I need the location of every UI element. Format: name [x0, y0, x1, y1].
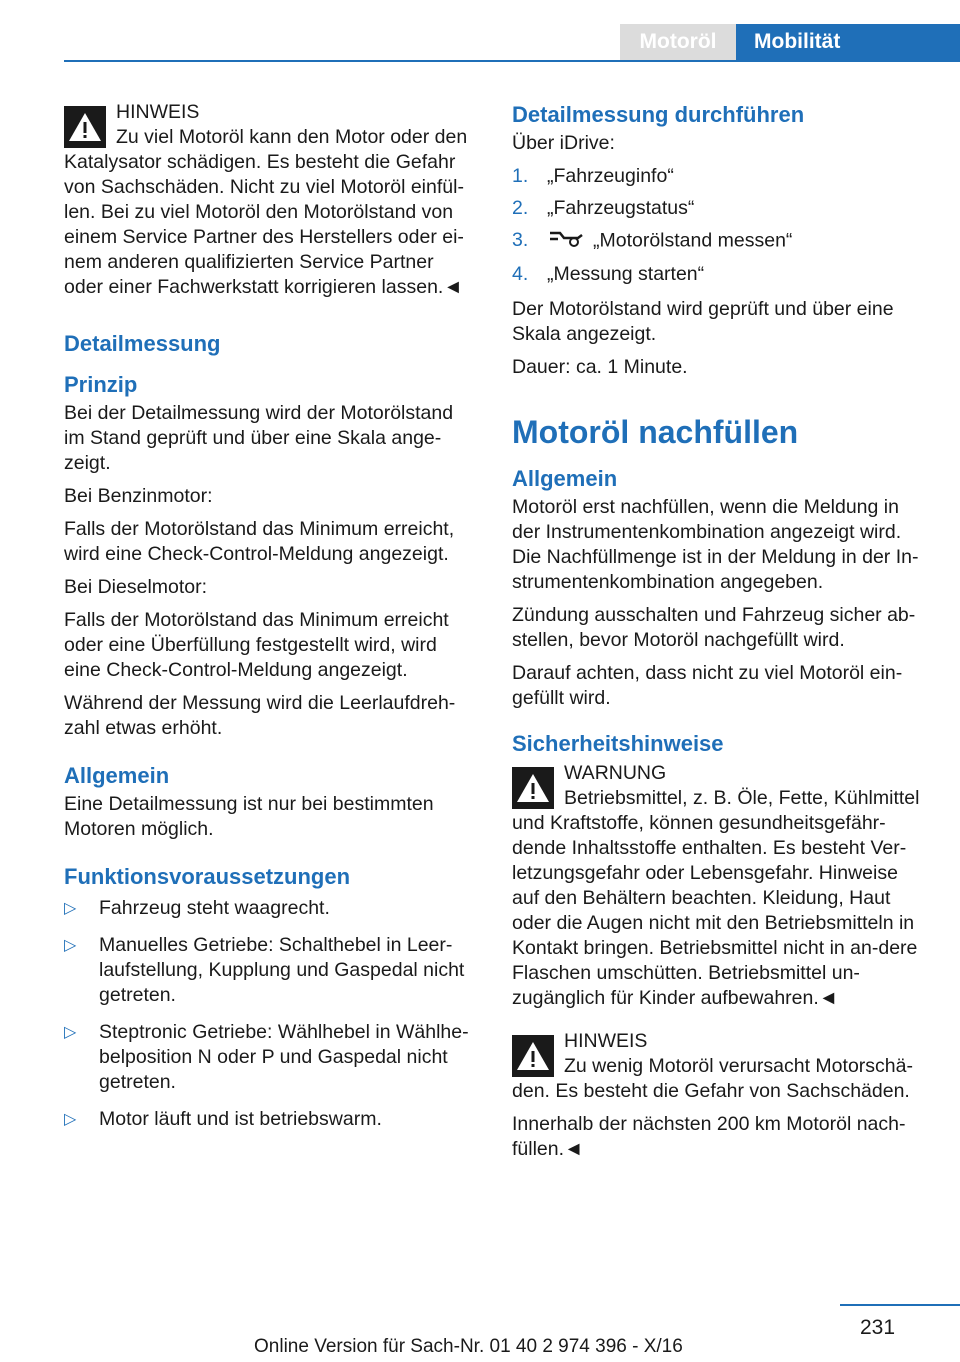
innerhalb-text: Innerhalb der nächsten 200 km Motoröl nach-füllen.◄ — [512, 1113, 906, 1160]
warning-notice-2 — [512, 761, 930, 1011]
bullet-triangle-icon: ▷ — [64, 1111, 77, 1128]
warning-label: HINWEIS — [564, 1030, 648, 1052]
idrive-label: Über iDrive: — [512, 132, 615, 154]
darauf-text: Darauf achten, dass nicht zu viel Motoröl ein-gefüllt wird. — [512, 662, 903, 709]
warning-triangle-icon — [64, 106, 106, 148]
step-item: 2. „Fahrzeugstatus“ — [512, 197, 695, 219]
heading-detailmessung: Detailmessung — [64, 331, 221, 356]
warning-notice-3 — [512, 1029, 930, 1104]
warning-label: WARNUNG — [564, 762, 667, 784]
diesel-text: Falls der Motorölstand das Minimum erreicht oder eine Überfüllung festgestellt wird, wird eine Check-Control-Meldung angezeigt. — [64, 609, 449, 681]
step-item: 4. „Messung starten“ — [512, 263, 705, 285]
footer-rule — [840, 1304, 960, 1306]
dauer-text: Dauer: ca. 1 Minute. — [512, 356, 688, 378]
tab-motoroel[interactable]: Motoröl — [620, 24, 736, 60]
header-rule — [64, 60, 960, 62]
heading-motoroel-nachfuellen: Motoröl nachfüllen — [512, 414, 799, 450]
warning-body: und Kraftstoffe, können gesundheitsgefähr-dende Inhaltsstoffe enthalten. Es besteht Ver-letzungsgefahr oder Lebensgefahr. Hinweise auf den Behältern beachten. Kleidung, Haut oder die Augen nicht mit den Betriebsmitteln in Kontakt bringen. Betriebsmittel nicht in an-dere Flaschen umschütten. Betriebsmittel un-zugänglich für Kinder aufbewahren.◄ — [512, 812, 918, 1009]
heading-funktionsvoraussetzungen: Funktionsvoraussetzungen — [64, 864, 351, 889]
warning-first-line: Betriebsmittel, z. B. Öle, Fette, Kühlmittel — [564, 787, 920, 809]
leerlauf-text: Während der Messung wird die Leerlaufdreh-zahl etwas erhöht. — [64, 692, 456, 739]
step-item: 1. „Fahrzeuginfo“ — [512, 165, 674, 187]
bullet-triangle-icon: ▷ — [64, 900, 77, 917]
heading-prinzip: Prinzip — [64, 372, 138, 397]
warning-body: Katalysator schädigen. Es besteht die Gefahr von Sachschäden. Nicht zu viel Motoröl einfül-len. Bei zu viel Motoröl den Motorölstand von einem Service Partner des Herstellers oder ei-nem anderen qualifizierten Service Partner oder einer Fachwerkstatt korrigieren lassen.◄ — [64, 151, 464, 298]
allgemein-text-right: Motoröl erst nachfüllen, wenn die Meldung in der Instrumentenkombination angezeigt wird. Die Nachfüllmenge ist in der Meldung in der In-strumentenkombination angegeben. — [512, 496, 919, 593]
heading-allgemein-right: Allgemein — [512, 466, 618, 491]
heading-detailmessung-durchfuehren: Detailmessung durchführen — [512, 102, 805, 127]
bullet-triangle-icon: ▷ — [64, 1024, 77, 1041]
warning-first-line: Zu wenig Motoröl verursacht Motorschä- — [564, 1055, 913, 1077]
warning-triangle-icon — [512, 1035, 554, 1077]
page-number: 231 — [860, 1316, 896, 1339]
benzin-text: Falls der Motorölstand das Minimum erreicht, wird eine Check-Control-Meldung angezeigt. — [64, 518, 455, 565]
allgemein-text: Eine Detailmessung ist nur bei bestimmten Motoren möglich. — [64, 793, 434, 840]
list-item: ▷ Fahrzeug steht waagrecht. — [64, 897, 330, 919]
list-item: ▷ Steptronic Getriebe: Wählhebel in Wählhe-belposition N oder P und Gaspedal nicht getreten. — [64, 1021, 469, 1093]
skala-text: Der Motorölstand wird geprüft und über eine Skala angezeigt. — [512, 298, 894, 345]
car-service-icon — [547, 228, 587, 255]
online-version-text: Online Version für Sach-Nr. 01 40 2 974 396 - X/16 — [254, 1336, 683, 1357]
warning-label: HINWEIS — [116, 101, 200, 123]
idrive-steps — [512, 164, 930, 287]
warning-first-line: Zu viel Motoröl kann den Motor oder den — [116, 126, 468, 148]
diesel-label: Bei Dieselmotor: — [64, 576, 208, 598]
requirements-list — [64, 896, 478, 1132]
warning-body: den. Es besteht die Gefahr von Sachschäden. — [512, 1080, 910, 1102]
step-item: 3. „Motorölstand messen“ — [512, 228, 930, 255]
warning-triangle-icon — [512, 767, 554, 809]
warning-notice-1 — [64, 100, 478, 300]
right-column — [512, 100, 930, 1170]
list-item: ▷ Manuelles Getriebe: Schalthebel in Leer-laufstellung, Kupplung und Gaspedal nicht getreten. — [64, 934, 465, 1006]
left-column — [64, 100, 478, 1144]
bullet-triangle-icon: ▷ — [64, 937, 77, 954]
prinzip-text: Bei der Detailmessung wird der Motorölstand im Stand geprüft und über eine Skala ange-zeigt. — [64, 402, 454, 474]
benzin-label: Bei Benzinmotor: — [64, 485, 213, 507]
tab-mobilitaet[interactable]: Mobilität — [736, 24, 960, 60]
heading-sicherheitshinweise: Sicherheitshinweise — [512, 731, 724, 756]
zuendung-text: Zündung ausschalten und Fahrzeug sicher ab-stellen, bevor Motoröl nachgefüllt wird. — [512, 604, 916, 651]
heading-allgemein: Allgemein — [64, 763, 170, 788]
list-item: ▷ Motor läuft und ist betriebswarm. — [64, 1108, 382, 1130]
